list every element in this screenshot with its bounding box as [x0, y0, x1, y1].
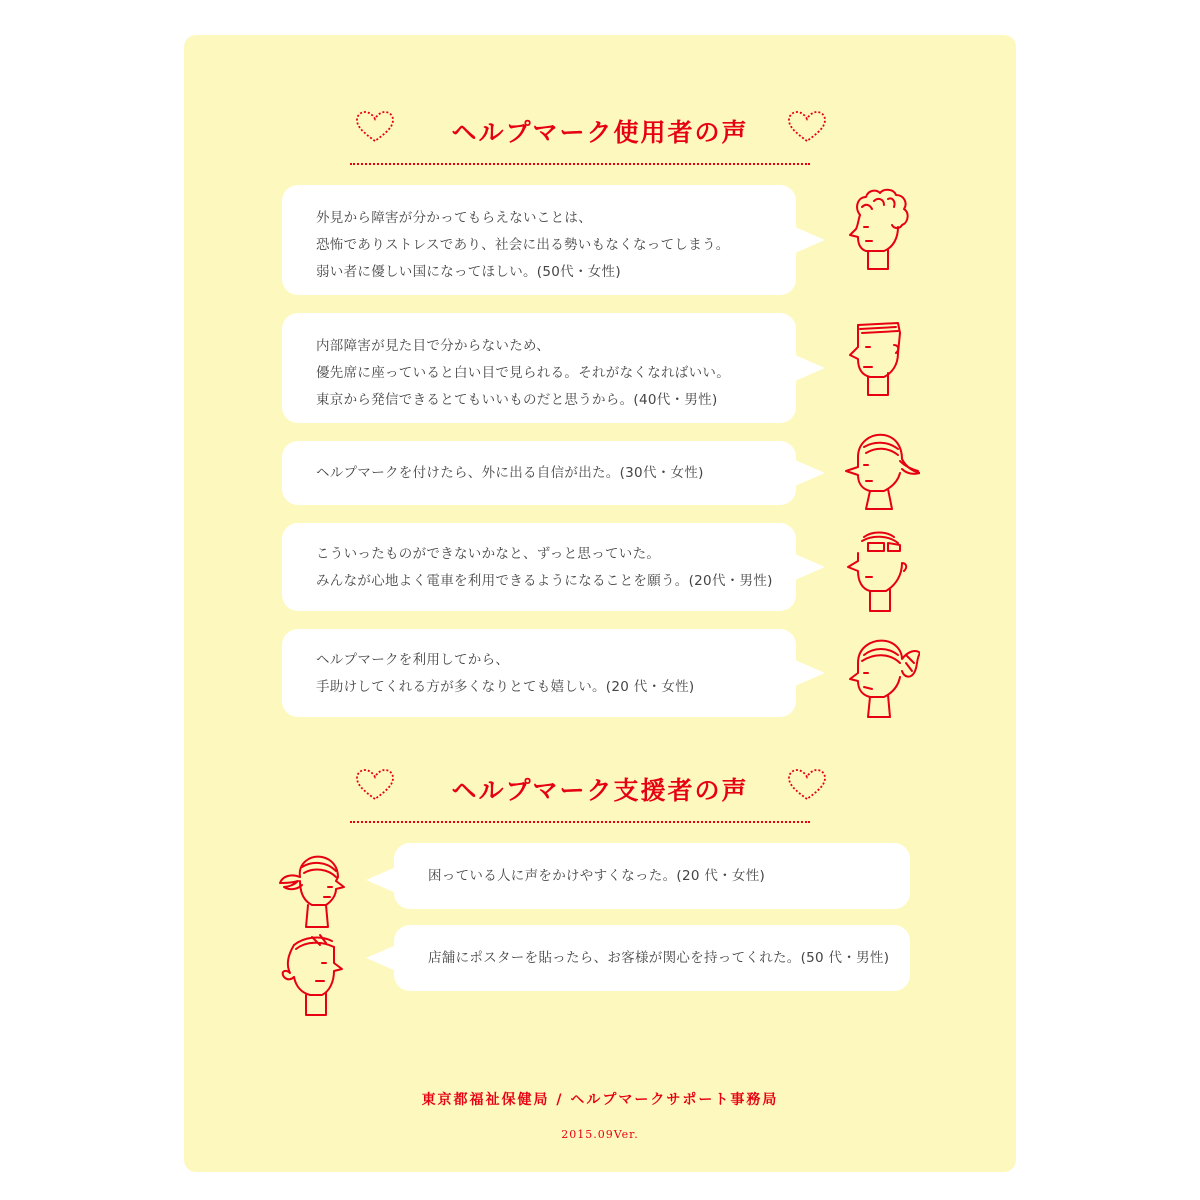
long-hair-woman-icon: [840, 427, 920, 527]
heart-outline-icon: [786, 767, 828, 803]
users-section-heading: [184, 115, 1016, 175]
bubble-text-line: 外見から障害が分かってもらえないことは、: [316, 210, 592, 226]
bubble-tail: [795, 460, 825, 486]
bubble-tail: [366, 867, 396, 893]
speech-bubble-supporter-1: [394, 843, 910, 909]
bubble-tail: [795, 355, 825, 381]
short-hair-man-icon: [276, 931, 356, 1031]
speech-bubble-user-5: [282, 629, 796, 717]
bubble-text-line: 弱い者に優しい国になってほしい。(50代・女性): [316, 264, 621, 280]
bubble-tail: [795, 227, 825, 253]
dotted-underline: [350, 821, 810, 823]
bubble-text-line: ヘルプマークを利用してから、: [316, 652, 510, 668]
dotted-underline: [350, 163, 810, 165]
voices-panel: [184, 35, 1016, 1172]
bubble-text-line: 内部障害が見た目で分からないため、: [316, 338, 551, 354]
supporters-section-heading: [184, 773, 1016, 833]
flat-top-man-icon: [840, 311, 920, 411]
speech-bubble-supporter-2: [394, 925, 910, 991]
bubble-text-line: こういったものができないかなと、ずっと思っていた。: [316, 546, 661, 562]
bubble-text-line: 手助けしてくれる方が多くなりとても嬉しい。(20 代・女性): [316, 679, 695, 695]
ponytail-woman-icon: [840, 633, 920, 733]
speech-bubble-user-1: [282, 185, 796, 295]
bubble-text-line: 店舗にポスターを貼ったら、お客様が関心を持ってくれた。(50 代・男性): [428, 950, 890, 966]
bubble-text-line: 困っている人に声をかけやすくなった。(20 代・女性): [428, 868, 766, 884]
organization-name: 東京都福祉保健局 / ヘルプマークサポート事務局: [421, 1092, 779, 1108]
glasses-man-icon: [840, 527, 920, 627]
speech-bubble-user-4: [282, 523, 796, 611]
bubble-tail: [366, 945, 396, 971]
bubble-tail: [795, 660, 825, 686]
bubble-text-line: ヘルプマークを付けたら、外に出る自信が出た。(30代・女性): [316, 465, 704, 481]
version-label: 2015.09Ver.: [561, 1128, 639, 1141]
bubble-text-line: 優先席に座っていると白い目で見られる。それがなくなればいい。: [316, 365, 730, 381]
bubble-text-line: みんなが心地よく電車を利用できるようになることを願う。(20代・男性): [316, 573, 773, 589]
speech-bubble-user-3: [282, 441, 796, 505]
curly-hair-woman-icon: [840, 185, 920, 285]
bubble-tail: [795, 554, 825, 580]
bubble-text-line: 東京から発信できるとてもいいものだと思うから。(40代・男性): [316, 392, 718, 408]
users-section-title: ヘルプマーク使用者の声: [451, 118, 749, 147]
heart-outline-icon: [786, 109, 828, 145]
supporters-section-title: ヘルプマーク支援者の声: [451, 776, 749, 805]
speech-bubble-user-2: [282, 313, 796, 423]
bubble-text-line: 恐怖でありストレスであり、社会に出る勢いもなくなってしまう。: [316, 237, 730, 253]
